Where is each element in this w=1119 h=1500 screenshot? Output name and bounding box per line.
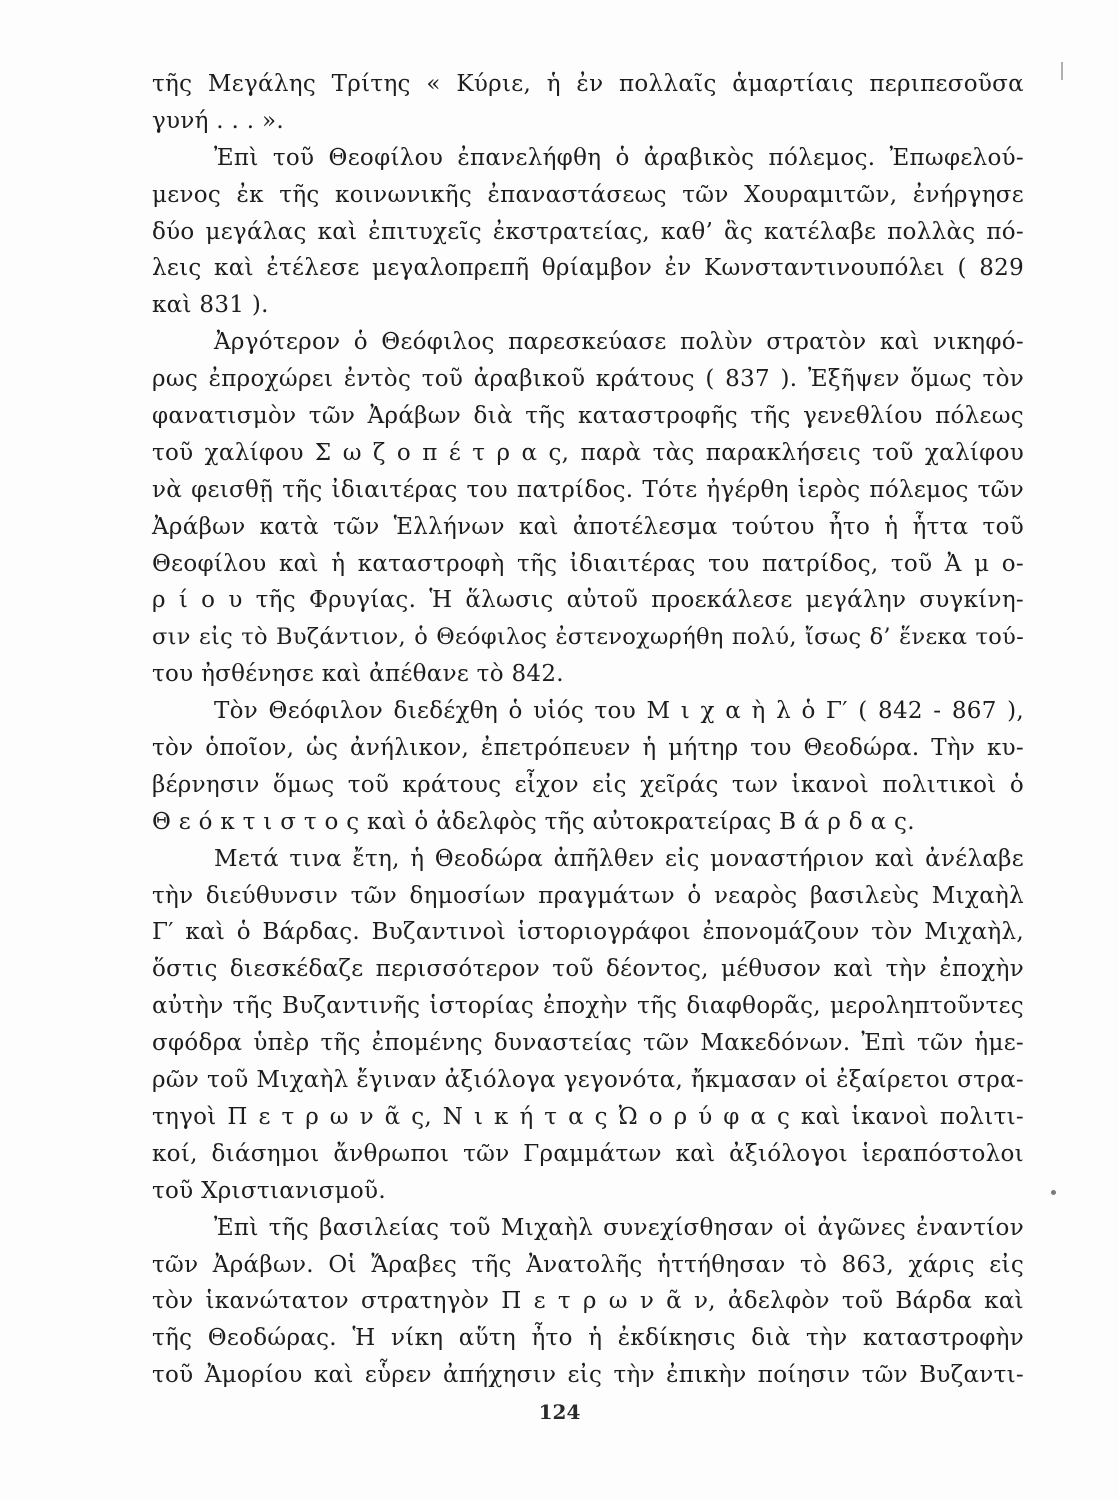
- text-line: Τὸν Θεόφιλον διεδέχθη ὁ υἱός του Μ ι χ α ὴ λ ὁ Γ′ ( 842 - 867 ),: [214, 698, 1024, 725]
- text-line: Θεοφίλου καὶ ἡ καταστροφὴ τῆς ἰδιαιτέρας του πατρίδος, τοῦ Ἀ μ ο-: [152, 550, 1024, 577]
- text-line: φανατισμὸν τῶν Ἀράβων διὰ τῆς καταστροφῆς τῆς γενεθλίου πόλεως: [152, 403, 1024, 430]
- text-line: τοῦ χαλίφου Σ ω ζ ο π έ τ ρ α ς, παρὰ τὰς παρακλήσεις τοῦ χαλίφου: [152, 439, 1024, 466]
- text-line: ρῶν τοῦ Μιχαὴλ ἔγιναν ἀξιόλογα γεγονότα, ἤκμασαν οἱ ἐξαίρετοι στρα-: [152, 1067, 1024, 1094]
- text-line: λεις καὶ ἐτέλεσε μεγαλοπρεπῆ θρίαμβον ἐν Κωνσταντινουπόλει ( 829: [152, 255, 1024, 282]
- text-line: καὶ 831 ).: [152, 292, 269, 319]
- page-edge-mark: [1061, 62, 1063, 80]
- text-line: γυνή . . . ».: [152, 107, 284, 134]
- text-line: τῆς Θεοδώρας. Ἡ νίκη αὕτη ἦτο ἡ ἐκδίκησις διὰ τὴν καταστροφὴν: [152, 1325, 1024, 1352]
- text-line: Ἀράβων κατὰ τῶν Ἑλλήνων καὶ ἀποτέλεσμα τούτου ἦτο ἡ ἧττα τοῦ: [152, 513, 1024, 540]
- text-line: τοῦ Ἀμορίου καὶ εὗρεν ἀπήχησιν εἰς τὴν ἐπικὴν ποίησιν τῶν Βυζαντι-: [152, 1362, 1024, 1389]
- text-line: κοί, διάσημοι ἄνθρωποι τῶν Γραμμάτων καὶ ἀξιόλογοι ἱεραπόστολοι: [152, 1140, 1024, 1167]
- text-line: Θ ε ό κ τ ι σ τ ο ς καὶ ὁ ἀδελφὸς τῆς αὐτοκρατείρας Β ά ρ δ α ς.: [152, 808, 915, 835]
- text-line: Ἀργότερον ὁ Θεόφιλος παρεσκεύασε πολὺν στρατὸν καὶ νικηφό-: [214, 329, 1024, 356]
- text-line: τοῦ Χριστιανισμοῦ.: [152, 1177, 386, 1204]
- text-line: βέρνησιν ὅμως τοῦ κράτους εἶχον εἰς χεῖράς των ἱκανοὶ πολιτικοὶ ὁ: [152, 771, 1024, 798]
- text-line: Μετά τινα ἔτη, ἡ Θεοδώρα ἀπῆλθεν εἰς μοναστήριον καὶ ἀνέλαβε: [214, 845, 1024, 872]
- text-line: τῆς Μεγάλης Τρίτης « Κύριε, ἡ ἐν πολλαῖς ἁμαρτίαις περιπεσοῦσα: [152, 71, 1024, 97]
- text-line: δύο μεγάλας καὶ ἐπιτυχεῖς ἐκστρατείας, καθ’ ἃς κατέλαβε πολλὰς πό-: [152, 218, 1024, 245]
- page-number: 124: [538, 1400, 581, 1424]
- text-line: αὐτὴν τῆς Βυζαντινῆς ἱστορίας ἐποχὴν τῆς διαφθορᾶς, μεροληπτοῦντες: [152, 993, 1024, 1020]
- text-line: σιν εἰς τὸ Βυζάντιον, ὁ Θεόφιλος ἐστενοχωρήθη πολύ, ἴσως δ’ ἕνεκα τού-: [152, 624, 1024, 651]
- text-line: ὅστις διεσκέδαζε περισσότερον τοῦ δέοντος, μέθυσον καὶ τὴν ἐποχὴν: [152, 956, 1024, 983]
- text-line: Ἐπὶ τοῦ Θεοφίλου ἐπανελήφθη ὁ ἀραβικὸς πόλεμος. Ἐπωφελού-: [214, 144, 1024, 171]
- text-line: νὰ φεισθῇ τῆς ἰδιαιτέρας του πατρίδος. Τότε ἠγέρθη ἱερὸς πόλεμος τῶν: [152, 476, 1024, 503]
- text-line: τὸν ὁποῖον, ὡς ἀνήλικον, ἐπετρόπευεν ἡ μήτηρ του Θεοδώρα. Τὴν κυ-: [152, 735, 1024, 762]
- text-line: τὴν διεύθυνσιν τῶν δημοσίων πραγμάτων ὁ νεαρὸς βασιλεὺς Μιχαὴλ: [152, 882, 1024, 909]
- text-line: Γ′ καὶ ὁ Βάρδας. Βυζαντινοὶ ἱστοριογράφοι ἐπονομάζουν τὸν Μιχαὴλ,: [152, 919, 1024, 946]
- text-line: ρως ἐπροχώρει ἐντὸς τοῦ ἀραβικοῦ κράτους ( 837 ). Ἐξῆψεν ὅμως τὸν: [152, 366, 1024, 393]
- text-line: μενος ἐκ τῆς κοινωνικῆς ἐπαναστάσεως τῶν Χουραμιτῶν, ἐνήργησε: [152, 181, 1024, 208]
- text-line: ρ ί ο υ τῆς Φρυγίας. Ἡ ἅλωσις αὐτοῦ προεκάλεσε μεγάλην συγκίνη-: [152, 587, 1024, 614]
- text-line: σφόδρα ὑπὲρ τῆς ἐπομένης δυναστείας τῶν Μακεδόνων. Ἐπὶ τῶν ἡμε-: [152, 1030, 1024, 1057]
- ink-speck: [1051, 1190, 1056, 1195]
- text-line: Ἐπὶ τῆς βασιλείας τοῦ Μιχαὴλ συνεχίσθησαν οἱ ἀγῶνες ἐναντίον: [214, 1214, 1024, 1241]
- body-text: [152, 66, 1024, 1394]
- text-line: τηγοὶ Π ε τ ρ ω ν ᾶ ς, Ν ι κ ή τ α ς Ὠ ο ρ ύ φ α ς καὶ ἱκανοὶ πολιτι-: [152, 1103, 1024, 1130]
- text-line: του ἠσθένησε καὶ ἀπέθανε τὸ 842.: [152, 661, 564, 688]
- text-line: τῶν Ἀράβων. Οἱ Ἄραβες τῆς Ἀνατολῆς ἡττήθησαν τὸ 863, χάρις εἰς: [152, 1251, 1024, 1278]
- text-line: τὸν ἱκανώτατον στρατηγὸν Π ε τ ρ ω ν ᾶ ν, ἀδελφὸν τοῦ Βάρδα καὶ: [152, 1288, 1024, 1315]
